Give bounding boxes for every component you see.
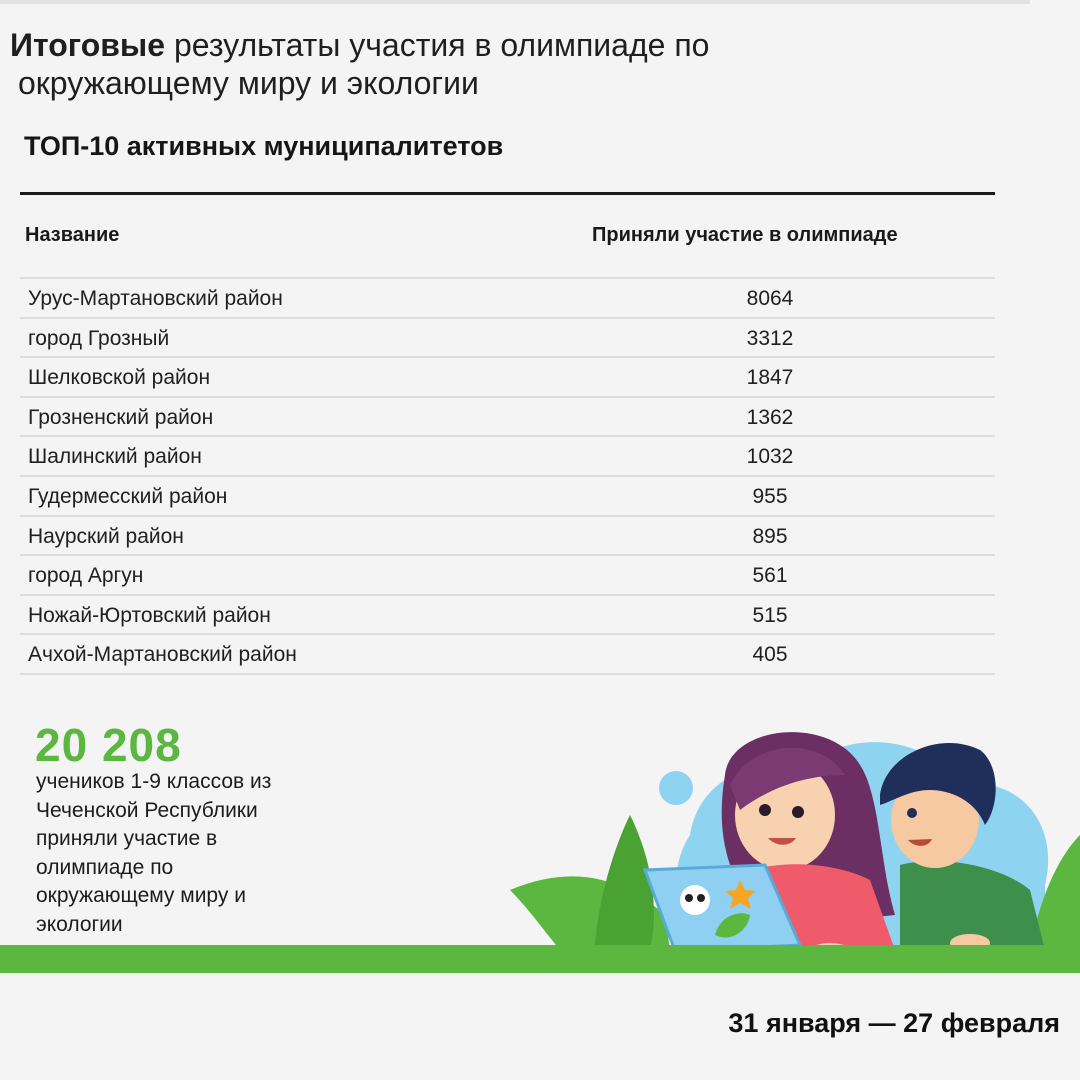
header-name: Название	[25, 224, 120, 246]
summary-line: приняли участие в	[36, 827, 218, 850]
row-name: Грозненский район	[28, 405, 214, 429]
boy-eye	[907, 808, 917, 818]
event-dates: 31 января — 27 февраля	[728, 1008, 1060, 1038]
row-value: 8064	[746, 287, 794, 310]
total-participants: 20 208	[35, 719, 182, 771]
green-ground-strip	[0, 945, 1080, 973]
summary-line: учеников 1-9 классов из	[36, 770, 272, 793]
row-value: 895	[752, 524, 788, 548]
page-title	[10, 26, 830, 102]
girl-eye-right	[792, 806, 804, 818]
table-row	[20, 358, 995, 398]
top-divider	[0, 0, 1030, 4]
panda-eye-left	[685, 894, 693, 902]
row-value: 561	[752, 564, 788, 588]
row-value: 3312	[746, 326, 794, 350]
table-header	[20, 224, 995, 254]
table-row	[20, 319, 995, 359]
row-name: Наурский район	[28, 524, 184, 548]
row-value: 1362	[746, 405, 794, 429]
summary-line: экологии	[36, 912, 123, 936]
girl-eye-left	[759, 804, 771, 816]
row-name: Шелковской район	[28, 366, 211, 390]
table-row	[20, 279, 995, 319]
table-row	[20, 596, 995, 636]
children-laptop-illustration	[500, 715, 1080, 975]
summary-description	[36, 768, 336, 939]
table-row	[20, 398, 995, 438]
table-row	[20, 477, 995, 517]
row-name: город Грозный	[28, 326, 170, 350]
section-divider	[20, 192, 995, 195]
row-name: Урус-Мартановский район	[28, 287, 283, 310]
panda-eye-right	[697, 894, 705, 902]
summary-line: Чеченской Республики	[36, 798, 258, 822]
section-subtitle: ТОП-10 активных муниципалитетов	[24, 131, 504, 161]
row-value: 1847	[746, 366, 794, 390]
title-rest: результаты участия в олимпиаде по	[165, 27, 710, 63]
row-value: 405	[752, 643, 788, 667]
row-value: 955	[752, 484, 788, 508]
panda-sticker	[680, 885, 710, 915]
title-line2: окружающему миру и экологии	[18, 65, 479, 101]
table-row	[20, 556, 995, 596]
table-row	[20, 437, 995, 477]
header-participants: Приняли участие в олимпиаде	[592, 224, 898, 246]
table-body	[20, 279, 995, 675]
row-name: Ачхой-Мартановский район	[28, 643, 297, 667]
table-row	[20, 635, 995, 675]
row-name: город Аргун	[28, 564, 144, 588]
blue-bubble	[659, 771, 693, 805]
table-row	[20, 517, 995, 557]
row-name: Ножай-Юртовский район	[28, 603, 271, 627]
title-bold: Итоговые	[10, 27, 166, 63]
summary-line: олимпиаде по	[36, 855, 174, 879]
row-name: Шалинский район	[28, 445, 202, 469]
row-value: 1032	[746, 445, 794, 469]
summary-line: окружающему миру и	[36, 884, 246, 907]
row-name: Гудермесский район	[28, 484, 228, 508]
row-value: 515	[752, 603, 788, 627]
